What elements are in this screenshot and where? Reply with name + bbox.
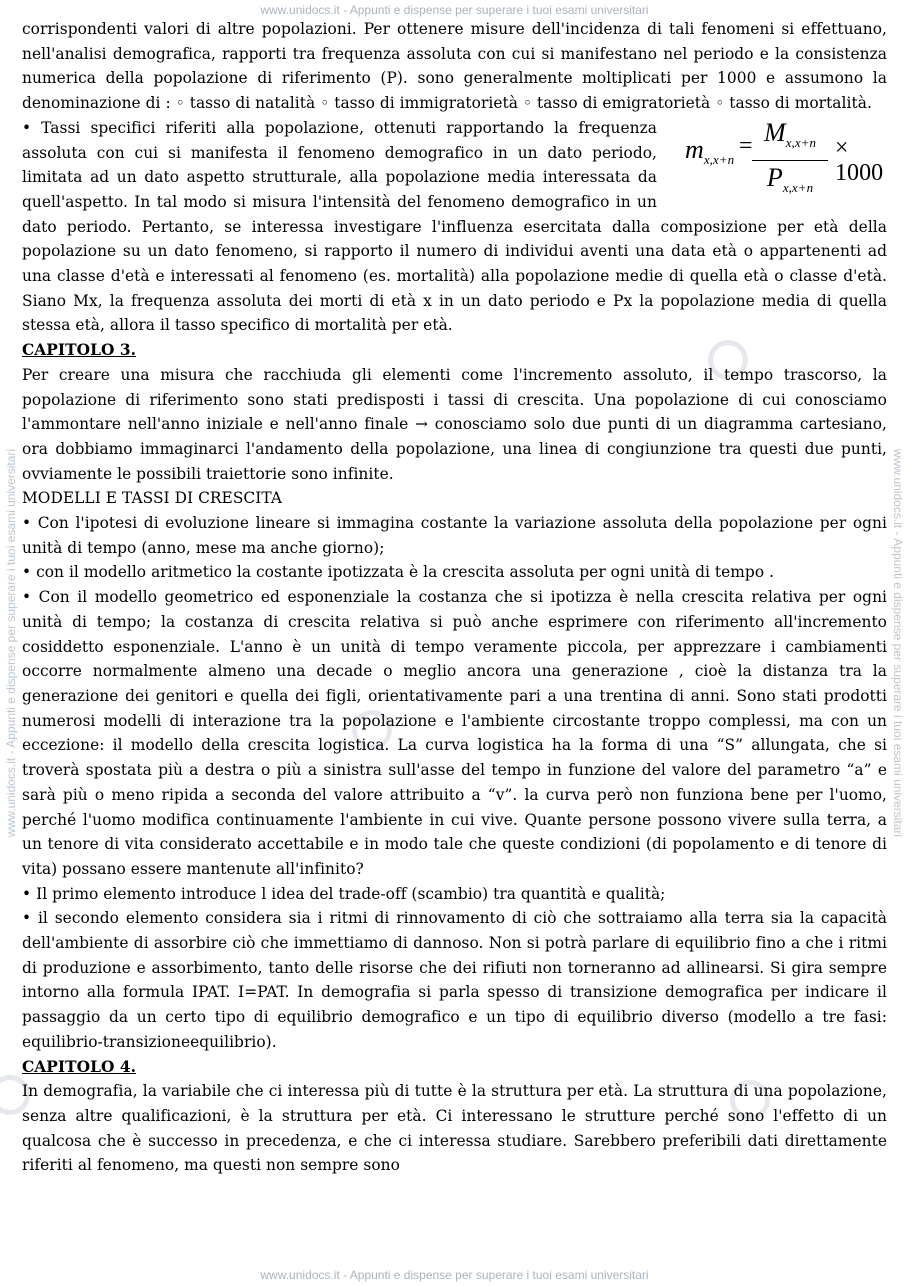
formula-equals: = [739, 132, 753, 159]
watermark-side-right: www.unidocs.it - Appunti e dispense per superare i tuoi esami universitari [891, 448, 905, 838]
watermark-side-left: www.unidocs.it - Appunti e dispense per superare i tuoi esami universitari [4, 448, 18, 838]
mortality-rate-formula [657, 116, 887, 214]
section-heading: MODELLI E TASSI DI CRESCITA [22, 489, 283, 508]
paragraph: • il secondo elemento considera sia i ritmi di rinnovamento di ciò che sottraiamo alla terra sia la capacità dell'ambiente di assorbire ciò che immettiamo di dannoso. Non si potrà parlare di equilibrio fino a che i ritmi di produzione e assorbimento, tanto delle risorse che dei rifiuti non torneranno ad allinearsi. Si gira sempre intorno alla formula IPAT. I=PAT. In demografia si parla spesso di transizione demografica per indicare il passaggio da un certo tipo di equilibrio demografico e un tipo di equilibrio diverso (modello a tre fasi: equilibrio-transizioneequilibrio). [22, 909, 887, 1051]
paragraph: • Con il modello geometrico ed esponenziale la costanza che si ipotizza è nella crescita relativa per ogni unità di tempo; la costanza di crescita relativa si può anche esprimere con riferimento all'incremento cosiddetto esponenziale. L'anno è un unità di tempo veramente piccola, per apprezzare i cambiamenti occorre normalmente almeno una decade o meglio ancora una generazione , cioè la distanza tra la generazione dei genitori e quella dei figli, orientativamente pari a una trentina di anni. Sono stati prodotti numerosi modelli di interazione tra la popolazione e l'ambiente circostante troppo complessi, ma con un eccezione: il modello della crescita logistica. La curva logistica ha la forma di una “S” allungata, che si troverà spostata più a destra o più a sinistra sull'asse del tempo in funzione del valore del parametro “a” e sarà più o meno ripida a seconda del valore attribuito a “v”. la curva però non funziona bene per l'uomo, perché l'uomo modifica continuamente l'ambiente in cui vive. Quante persone possono vivere sulla terra, a un tenore di vita considerato accettabile e in modo tale che queste condizioni (di popolamento e di tenore di vita) possano essere mantenute all'infinito? [22, 588, 887, 878]
paragraph: • Tassi specifici riferiti alla popolazione, ottenuti rapportando la frequenza assoluta con cui si manifesta il fenomeno demografico in un dato periodo, limitata ad un dato aspetto strutturale, alla popolazione media interessata da quell'aspetto. In tal modo si misura l'intensità del fenomeno demografico in un dato periodo. Pertanto, se interessa investigare l'influenza esercitata dalla composizione per età della popolazione su un dato fenomeno, si rapporto il numero di individui aventi una data età o appartenenti ad una classe d'età e interessati al fenomeno (es. mortalità) alla popolazione medie di quella età o classe d'età. Siano Mx, la frequenza assoluta dei morti di età x in un dato periodo e Px la popolazione media di quella stessa età, allora il tasso specifico di mortalità per età. [22, 118, 887, 335]
paragraph: • Il primo elemento introduce l idea del trade-off (scambio) tra quantità e qualità; [22, 884, 666, 903]
paragraph: corrispondenti valori di altre popolazioni. Per ottenere misure dell'incidenza di tali fenomeni si effettuano, nell'analisi demografica, rapporti tra frequenza assoluta con cui si manifestano nel periodo e la consistenza numerica della popolazione di riferimento (P). sono generalmente moltiplicati per 1000 e assumono la denominazione di : ◦ tasso di natalità ◦ tasso di immigratorietà ◦ tasso di emigratorietà ◦ tasso di mortalità. [22, 20, 887, 113]
chapter-heading: CAPITOLO 3. [22, 341, 137, 360]
formula-lhs: $m_{x,x+n}$ [685, 134, 735, 167]
formula-fraction [750, 116, 830, 205]
paragraph: • con il modello aritmetico la costante ipotizzata è la crescita assoluta per ogni unità di tempo . [22, 563, 775, 582]
formula-multiplier: × 1000 [835, 134, 884, 186]
chapter-heading: CAPITOLO 4. [22, 1057, 137, 1076]
paragraph: Per creare una misura che racchiuda gli elementi come l'incremento assoluto, il tempo trascorso, la popolazione di riferimento sono stati predisposti i tassi di crescita. Una popolazione di cui conosciamo l'ammontare nell'anno iniziale e nell'anno finale → conosciamo solo due punti di un diagramma cartesiano, ora dobbiamo immaginarci l'andamento della popolazione, una linea di congiunzione tra questi due punti, ovviamente le possibili traiettorie sono infinite. [22, 365, 887, 483]
watermark-footer: www.unidocs.it - Appunti e dispense per superare i tuoi esami universitari [260, 1268, 649, 1282]
document-body [22, 17, 887, 1178]
formula-denominator: $P_{x,x+n}$ [766, 163, 814, 196]
paragraph: • Con l'ipotesi di evoluzione lineare si immagina costante la variazione assoluta della popolazione per ogni unità di tempo (anno, mese ma anche giorno); [22, 514, 887, 557]
formula-numerator: $M_{x,x+n}$ [763, 117, 817, 150]
watermark-header: www.unidocs.it - Appunti e dispense per superare i tuoi esami universitari [260, 3, 649, 17]
paragraph: In demografia, la variabile che ci interessa più di tutte è la struttura per età. La struttura di una popolazione, senza altre qualificazioni, è la struttura per età. Ci interessano le strutture perché sono l'effetto di un qualcosa che è successo in precedenza, e che ci interessa studiare. Sarebbero preferibili dati direttamente riferiti al fenomeno, ma questi non sempre sono [22, 1082, 887, 1175]
